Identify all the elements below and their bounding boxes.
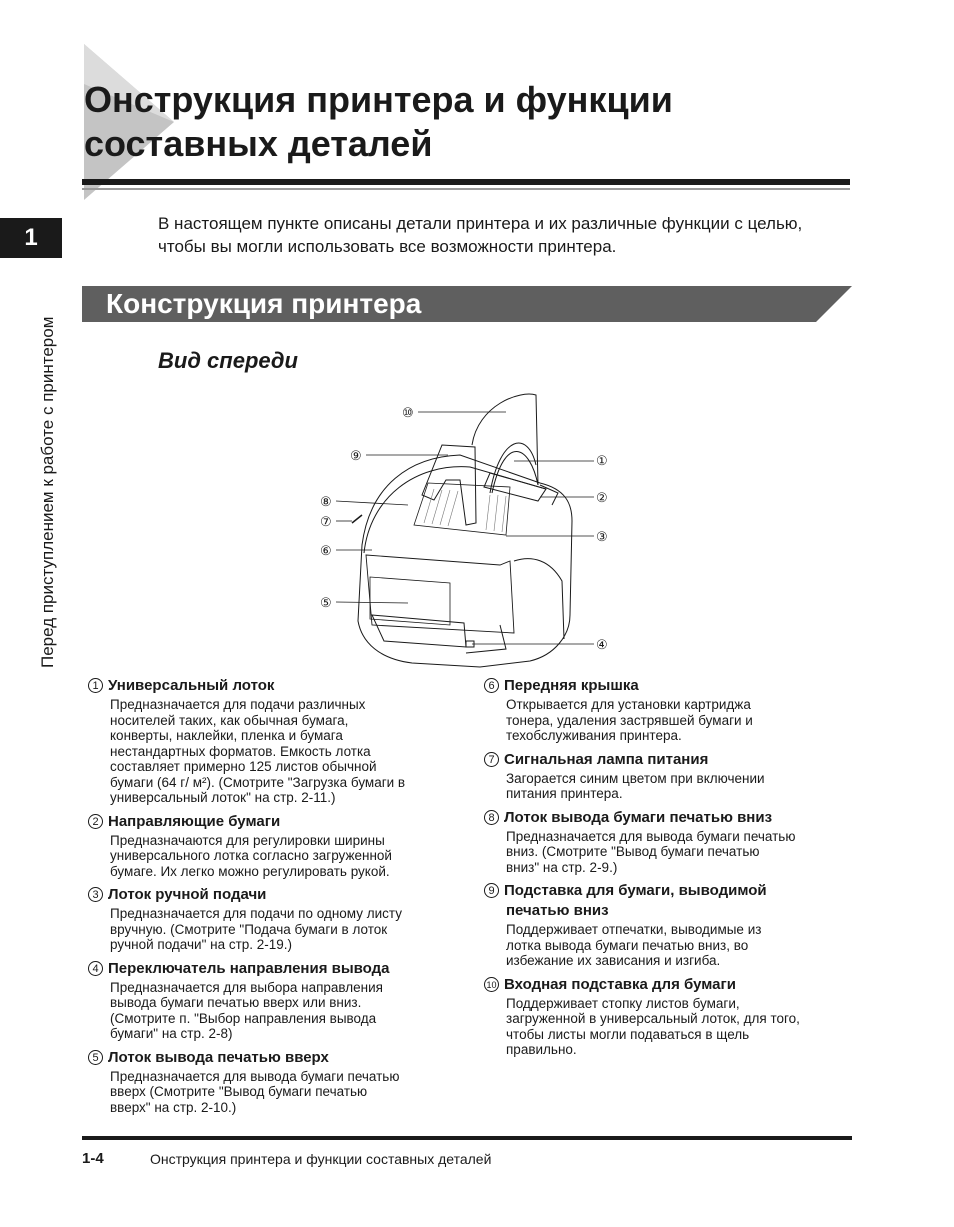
item-5-line: Предназначается для вывода бумаги печатью (110, 1068, 400, 1084)
item-number-8: 8 (484, 810, 499, 825)
item-1-line: конверты, наклейки, пленка и бумага (110, 728, 343, 743)
item-2-line: универсального лотка согласно загруженной (110, 848, 392, 863)
item-4-line: бумаги" на стр. 2-8) (110, 1026, 233, 1041)
item-4-line: Предназначается для выбора направления (110, 979, 383, 995)
item-1-line: универсальный лоток" на стр. 2-11.) (110, 790, 336, 805)
item-title-5: Лоток вывода печатью вверх (108, 1048, 329, 1066)
footer-title: Онструкция принтера и функции составных деталей (150, 1151, 492, 1167)
page-title-line1: Онструкция принтера и функции (84, 79, 673, 120)
item-1-line: Предназначается для подачи различных (110, 697, 366, 712)
item-9-line: избежание их зависания и изгиба. (506, 953, 721, 968)
section-banner (82, 286, 852, 322)
item-9-line: лотка вывода бумаги печатью вниз, во (506, 937, 749, 953)
section-title: Конструкция принтера (106, 288, 422, 319)
item-6-line: тонера, удаления застрявшей бумаги и (506, 712, 753, 728)
item-title-2: Направляющие бумаги (108, 812, 281, 830)
item-8-line: Предназначается для вывода бумаги печатью (506, 828, 796, 844)
intro-paragraph: В настоящем пункте описаны детали принтера и их различные функции с целью, чтобы вы могли использовать все возможности принтера. (158, 214, 803, 256)
item-2-line: Предназначаются для регулировки ширины (110, 832, 385, 848)
item-title-4: Переключатель направления вывода (108, 959, 390, 977)
printer-illustration (300, 385, 640, 675)
item-title-10: Входная подставка для бумаги (504, 975, 736, 993)
item-number-3: 3 (88, 887, 103, 902)
item-7-line: питания принтера. (506, 786, 623, 801)
item-4-line: (Смотрите п. "Выбор направления вывода (110, 1010, 377, 1026)
description-column-left (88, 676, 458, 1121)
item-number-2: 2 (88, 814, 103, 829)
footer-rule (82, 1136, 852, 1140)
item-title-6: Передняя крышка (504, 677, 639, 694)
item-5-line: вверх" на стр. 2-10.) (110, 1099, 237, 1115)
callout-2: ② (596, 490, 608, 505)
description-column-right (484, 676, 854, 1064)
item-4-line: вывода бумаги печатью вверх или вниз. (110, 995, 362, 1010)
item-8 (484, 808, 854, 876)
item-3-line: ручной подачи" на стр. 2-19.) (110, 937, 293, 952)
item-4 (88, 959, 458, 1042)
item-5-line: вверх (Смотрите "Вывод бумаги печатью (110, 1084, 368, 1099)
title-rule-shadow (82, 188, 850, 190)
callout-9: ⑨ (350, 448, 362, 463)
item-6-line: Открывается для установки картриджа (506, 697, 751, 712)
callout-1: ① (596, 453, 608, 468)
item-number-4: 4 (88, 961, 103, 976)
item-8-line: вниз" на стр. 2-9.) (506, 859, 618, 875)
item-3 (88, 885, 458, 953)
callout-leaders (300, 385, 640, 675)
item-9-line: Поддерживает отпечатки, выводимые из (506, 922, 762, 937)
item-8-line: вниз. (Смотрите "Вывод бумаги печатью (506, 844, 760, 859)
callout-3: ③ (596, 529, 608, 544)
item-6-line: техобслуживания принтера. (506, 728, 682, 743)
callout-6: ⑥ (320, 543, 332, 558)
page-number: 1-4 (82, 1150, 104, 1167)
item-10-line: загруженной в универсальный лоток, для того, (506, 1011, 800, 1026)
item-10 (484, 975, 854, 1058)
item-7-line: Загорается синим цветом при включении (506, 770, 765, 786)
item-number-9: 9 (484, 883, 499, 898)
item-title-9: Подставка для бумаги, выводимой (504, 882, 767, 899)
item-title-8: Лоток вывода бумаги печатью вниз (504, 808, 773, 826)
item-1-line: составляет примерно 125 листов обычной (110, 759, 377, 774)
item-number-1: 1 (88, 678, 103, 693)
item-10-line: Поддерживает стопку листов бумаги, (506, 995, 740, 1011)
callout-4: ④ (596, 637, 608, 652)
item-title-7: Сигнальная лампа питания (504, 750, 709, 768)
item-1-line: носителей таких, как обычная бумага, (110, 712, 349, 728)
item-1 (88, 676, 458, 806)
item-title-9-cont: печатью вниз (506, 902, 609, 919)
callout-8: ⑧ (320, 494, 332, 509)
item-5 (88, 1048, 458, 1116)
callout-5: ⑤ (320, 595, 332, 610)
item-number-5: 5 (88, 1050, 103, 1065)
item-title-3: Лоток ручной подачи (108, 886, 267, 903)
item-title-1: Универсальный лоток (108, 677, 275, 694)
chapter-side-text: Перед приступлением к работе с принтером (38, 316, 57, 668)
title-rule (82, 179, 850, 185)
callout-7: ⑦ (320, 514, 332, 529)
item-2-line: бумаге. Их легко можно регулировать рукой. (110, 863, 390, 879)
item-10-line: правильно. (506, 1042, 577, 1057)
item-3-line: вручную. (Смотрите "Подача бумаги в лоток (110, 921, 388, 937)
page-title (84, 78, 844, 166)
item-number-10: 10 (484, 977, 499, 992)
item-number-6: 6 (484, 678, 499, 693)
page-title-line2: составных деталей (84, 123, 433, 164)
item-1-line: бумаги (64 г/ м²). (Смотрите "Загрузка бумаги в (110, 774, 406, 790)
callout-10: ⑩ (402, 405, 414, 420)
item-9 (484, 881, 854, 969)
item-10-line: чтобы листы могли подаваться в щель (506, 1026, 750, 1042)
chapter-tab: 1 (0, 218, 62, 258)
item-3-line: Предназначается для подачи по одному листу (110, 906, 402, 921)
item-7 (484, 750, 854, 802)
item-1-line: нестандартных форматов. Емкость лотка (110, 743, 371, 759)
subheading-front-view: Вид спереди (158, 348, 298, 373)
item-number-7: 7 (484, 752, 499, 767)
item-6 (484, 676, 854, 744)
item-2 (88, 812, 458, 880)
